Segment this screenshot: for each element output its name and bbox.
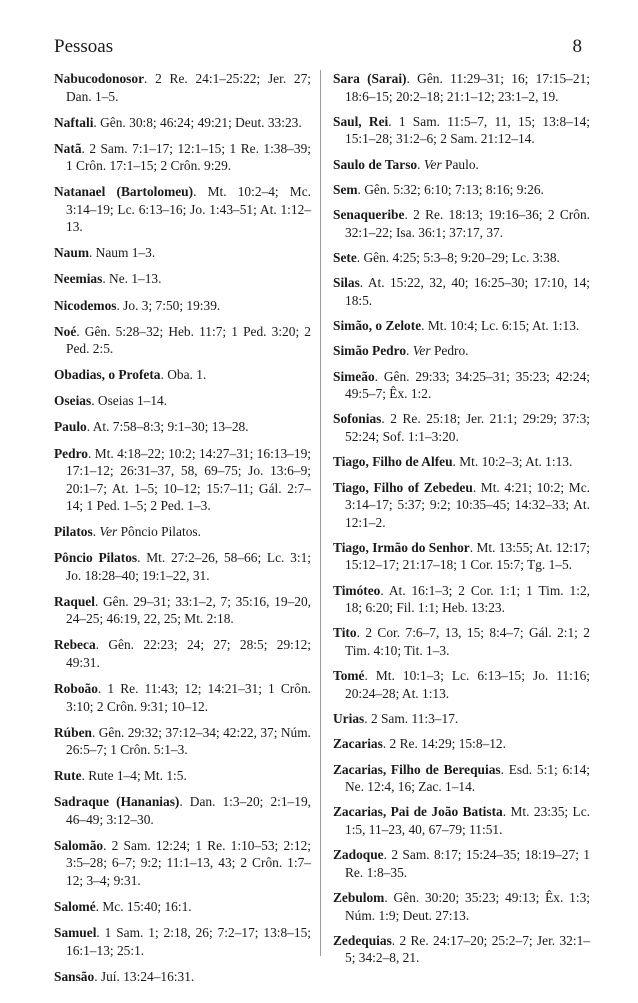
entry-term: Zebulom <box>333 890 385 906</box>
entry-term: Pilatos <box>54 524 93 540</box>
see-reference-target: Pedro. <box>430 343 469 359</box>
index-entry <box>333 710 590 728</box>
index-entry <box>333 70 590 105</box>
entry-term: Simeão <box>333 368 375 384</box>
entry-term: Tito <box>333 625 357 641</box>
index-entry <box>333 932 590 967</box>
entry-references: . 2 Sam. 12:24; 1 Re. 1:10–53; 2:12; 3:5–28; 6–7; 9:2; 11:1–13, 43; 2 Crôn. 1:7–12; 3–4; 9:31. <box>66 837 311 888</box>
entry-term: Sofonias <box>333 411 382 427</box>
index-entry <box>333 803 590 838</box>
entry-references: . Naum 1–3. <box>88 245 156 261</box>
index-entry <box>54 70 311 105</box>
entry-references: . <box>417 156 424 172</box>
entry-term: Simão Pedro <box>333 343 407 359</box>
index-entry <box>54 549 311 584</box>
index-entry <box>54 418 311 436</box>
entry-term: Zacarias <box>333 736 383 752</box>
entry-references: . 1 Sam. 1; 2:18, 26; 7:2–17; 13:8–15; 16:1–13; 25:1. <box>66 925 311 958</box>
entry-term: Sansão <box>54 968 95 984</box>
entry-term: Paulo <box>54 419 87 435</box>
entry-references: . Gên. 5:32; 6:10; 7:13; 8:16; 9:26. <box>357 181 544 197</box>
index-entry <box>333 846 590 881</box>
entry-references: . Oseias 1–14. <box>91 393 168 409</box>
entry-references: . Mt. 10:2–3; At. 1:13. <box>452 454 573 470</box>
entry-references: . Gên. 4:25; 5:3–8; 9:20–29; Lc. 3:38. <box>356 249 560 265</box>
entry-references: . At. 15:22, 32, 40; 16:25–30; 17:10, 14; 18:5. <box>345 275 590 308</box>
entry-term: Sara (Sarai) <box>333 71 407 86</box>
index-entry <box>54 593 311 628</box>
column-divider <box>320 70 321 956</box>
index-entry <box>54 968 311 986</box>
entry-references: . Mt. 10:1–3; Lc. 6:13–15; Jo. 11:16; 20:24–28; At. 1:13. <box>345 668 590 701</box>
entry-references: . 2 Re. 24:17–20; 25:2–7; Jer. 32:1–5; 34:2–8, 21. <box>345 932 590 966</box>
index-entry <box>333 206 590 241</box>
entry-references: . Gên. 29:32; 37:12–34; 42:22, 37; Núm. 26:5–7; 1 Crôn. 5:1–3. <box>66 724 311 758</box>
entry-references: . Mt. 27:2–26, 58–66; Lc. 3:1; Jo. 18:28–40; 19:1–22, 31. <box>66 550 311 583</box>
index-entry <box>333 479 590 532</box>
entry-references: . 1 Sam. 11:5–7, 11, 15; 13:8–14; 15:1–28; 31:2–6; 2 Sam. 21:12–14. <box>345 113 590 147</box>
entry-references: . 2 Re. 25:18; Jer. 21:1; 29:29; 37:3; 52:24; Sof. 1:1–3:20. <box>345 411 590 444</box>
entry-references: . 1 Re. 11:43; 12; 14:21–31; 1 Crôn. 3:10; 2 Crôn. 9:31; 10–12. <box>66 681 311 714</box>
entry-references: . 2 Re. 24:1–25:22; Jer. 27; Dan. 1–5. <box>66 71 311 104</box>
index-entry <box>333 735 590 753</box>
index-entry <box>333 181 590 199</box>
index-entry <box>54 523 311 541</box>
entry-term: Raquel <box>54 593 95 609</box>
entry-term: Naum <box>54 245 89 261</box>
entry-references: . 2 Sam. 11:3–17. <box>364 711 459 727</box>
entry-term: Senaqueribe <box>333 207 405 223</box>
entry-term: Nicodemos <box>54 297 117 313</box>
entry-term: Saul, Rei <box>333 113 389 129</box>
entry-references: . Dan. 1:3–20; 2:1–19, 46–49; 3:12–30. <box>66 794 311 827</box>
entry-references: . 2 Sam. 8:17; 15:24–35; 18:19–27; 1 Re. 1:8–35. <box>345 847 590 880</box>
index-entry <box>333 582 590 617</box>
entry-term: Samuel <box>54 925 97 941</box>
index-entry <box>333 156 590 174</box>
index-entry <box>54 114 311 132</box>
entry-references: . 2 Cor. 7:6–7, 13, 15; 8:4–7; Gál. 2:1; 2 Tim. 4:10; Tit. 1–3. <box>345 625 590 658</box>
index-entry <box>54 680 311 715</box>
entry-references: . Gên. 11:29–31; 16; 17:15–21; 18:6–15; 20:2–18; 21:1–12; 23:1–2, 19. <box>345 71 590 104</box>
entry-references: . 2 Sam. 7:1–17; 12:1–15; 1 Re. 1:38–39; 1 Crôn. 17:1–15; 2 Crôn. 9:29. <box>66 140 311 174</box>
index-entry <box>333 624 590 659</box>
entry-references: . Ne. 1–13. <box>102 271 162 287</box>
entry-term: Saulo de Tarso <box>333 156 418 172</box>
entry-term: Sadraque (Hananias) <box>54 794 180 810</box>
entry-term: Zadoque <box>333 847 384 863</box>
entry-term: Salomão <box>54 837 104 853</box>
entry-references: . Gên. 29–31; 33:1–2, 7; 35:16, 19–20, 24–25; 46:19, 22, 25; Mt. 2:18. <box>66 593 311 627</box>
entry-references: . Gên. 5:28–32; Heb. 11:7; 1 Ped. 3:20; 2 Ped. 2:5. <box>66 323 311 357</box>
entry-references: . Gên. 22:23; 24; 27; 28:5; 29:12; 49:31. <box>66 637 311 670</box>
entry-term: Tiago, Filho de Alfeu <box>333 454 453 470</box>
index-entry <box>54 924 311 959</box>
page-number: 8 <box>572 36 582 57</box>
entry-references: . Oba. 1. <box>160 367 207 383</box>
see-reference-label: Ver <box>412 343 431 359</box>
index-entry <box>333 342 590 360</box>
entry-references: . Esd. 5:1; 6:14; Ne. 12:4, 16; Zac. 1–14. <box>345 761 591 795</box>
entry-references: . <box>406 343 413 359</box>
see-reference-label: Ver <box>99 524 118 540</box>
entry-term: Zedequias <box>333 932 392 948</box>
index-entry <box>54 445 311 515</box>
index-entry <box>333 113 590 148</box>
index-entry <box>54 323 311 358</box>
index-entry <box>54 366 311 384</box>
entry-references: . Mt. 13:55; At. 12:17; 15:12–17; 21:17–18; 1 Cor. 15:7; Tg. 1–5. <box>345 539 590 573</box>
entry-term: Salomé <box>54 898 96 914</box>
index-entry <box>333 249 590 267</box>
entry-term: Zacarias, Pai de João Batista <box>333 804 503 820</box>
index-entry <box>54 898 311 916</box>
entry-references: . Gên. 30:8; 46:24; 49:21; Deut. 33:23. <box>93 114 302 130</box>
index-entry <box>54 793 311 828</box>
index-entry <box>54 837 311 890</box>
entry-term: Pôncio Pilatos <box>54 550 138 566</box>
entry-term: Neemias <box>54 271 103 287</box>
entry-term: Pedro <box>54 445 88 461</box>
entry-references: . Gên. 29:33; 34:25–31; 35:23; 42:24; 49:5–7; Êx. 1:2. <box>345 368 590 402</box>
entry-references: . Mc. 15:40; 16:1. <box>95 898 192 914</box>
index-entry <box>54 297 311 315</box>
entry-term: Noé <box>54 323 77 339</box>
index-entry <box>333 453 590 471</box>
index-entry <box>54 140 311 175</box>
entry-references: . Mt. 4:21; 10:2; Mc. 3:14–17; 5:37; 9:2; 10:35–45; 14:32–33; At. 12:1–2. <box>345 479 590 530</box>
index-entry <box>333 274 590 309</box>
index-entry <box>54 767 311 785</box>
entry-references: . Mt. 10:4; Lc. 6:15; At. 1:13. <box>421 318 580 334</box>
entry-term: Sete <box>333 249 357 265</box>
index-entry <box>333 410 590 445</box>
entry-references: . 2 Re. 14:29; 15:8–12. <box>382 736 506 752</box>
entry-term: Rebeca <box>54 637 96 653</box>
index-entry <box>54 244 311 262</box>
entry-term: Silas <box>333 275 360 291</box>
entry-term: Rúben <box>54 724 92 740</box>
index-entry <box>333 368 590 403</box>
index-entry <box>54 183 311 236</box>
section-title: Pessoas <box>54 36 114 57</box>
entry-term: Roboão <box>54 681 98 696</box>
index-entry <box>333 761 590 796</box>
entry-term: Tomé <box>333 668 365 684</box>
index-entry <box>54 724 311 759</box>
entry-references: . 2 Re. 18:13; 19:16–36; 2 Crôn. 32:1–22; Isa. 36:1; 37:17, 37. <box>345 207 590 240</box>
entry-references: . Mt. 10:2–4; Mc. 3:14–19; Lc. 6:13–16; Jo. 1:43–51; At. 1:12–13. <box>66 184 311 235</box>
running-head <box>54 36 582 58</box>
entry-term: Nabucodonosor <box>54 71 145 86</box>
entry-term: Tiago, Filho of Zebedeu <box>333 479 473 495</box>
right-column <box>333 70 591 966</box>
see-reference-target: Paulo. <box>441 156 479 172</box>
entry-term: Sem <box>333 181 358 197</box>
entry-references: . <box>92 524 100 540</box>
entry-term: Natã <box>54 140 82 156</box>
index-entry <box>333 317 590 335</box>
index-entry <box>54 392 311 410</box>
entry-term: Naftali <box>54 114 94 130</box>
entry-references: . Jo. 3; 7:50; 19:39. <box>116 297 221 313</box>
entry-term: Urias <box>333 711 365 727</box>
entry-references: . Rute 1–4; Mt. 1:5. <box>81 768 187 784</box>
entry-term: Simão, o Zelote <box>333 318 422 334</box>
index-entry <box>54 270 311 288</box>
index-columns <box>54 70 591 984</box>
index-entry <box>54 636 311 671</box>
entry-term: Timóteo <box>333 582 381 598</box>
index-entry <box>333 889 590 924</box>
entry-term: Natanael (Bartolomeu) <box>54 184 194 200</box>
index-entry <box>333 667 590 702</box>
entry-references: . Mt. 23:35; Lc. 1:5, 11–23, 40, 67–79; 11:51. <box>345 804 591 837</box>
entry-term: Oseias <box>54 393 92 409</box>
left-column <box>54 70 311 984</box>
entry-term: Obadias, o Profeta <box>54 367 161 383</box>
see-reference-label: Ver <box>423 156 442 172</box>
entry-references: . Juí. 13:24–16:31. <box>94 968 195 984</box>
entry-term: Rute <box>54 768 82 784</box>
entry-references: . At. 16:1–3; 2 Cor. 1:1; 1 Tim. 1:2, 18; 6:20; Fil. 1:1; Heb. 13:23. <box>345 582 590 616</box>
see-reference-target: Pôncio Pilatos. <box>117 524 201 540</box>
entry-references: . Mt. 4:18–22; 10:2; 14:27–31; 16:13–19; 17:1–12; 26:31–37, 58, 69–75; Jo. 13:6–9; 20:1–7; At. 1–5; 10–12; 15:7–11; Gál. 2:7–14; 1 Ped. 1–5; 2 Ped. 1–3. <box>66 445 311 514</box>
entry-term: Zacarias, Filho de Berequias <box>333 761 501 777</box>
entry-references: . At. 7:58–8:3; 9:1–30; 13–28. <box>86 419 249 435</box>
entry-term: Tiago, Irmão do Senhor <box>333 539 470 555</box>
entry-references: . Gên. 30:20; 35:23; 49:13; Êx. 1:3; Núm. 1:9; Deut. 27:13. <box>345 890 590 923</box>
index-entry <box>333 539 590 574</box>
